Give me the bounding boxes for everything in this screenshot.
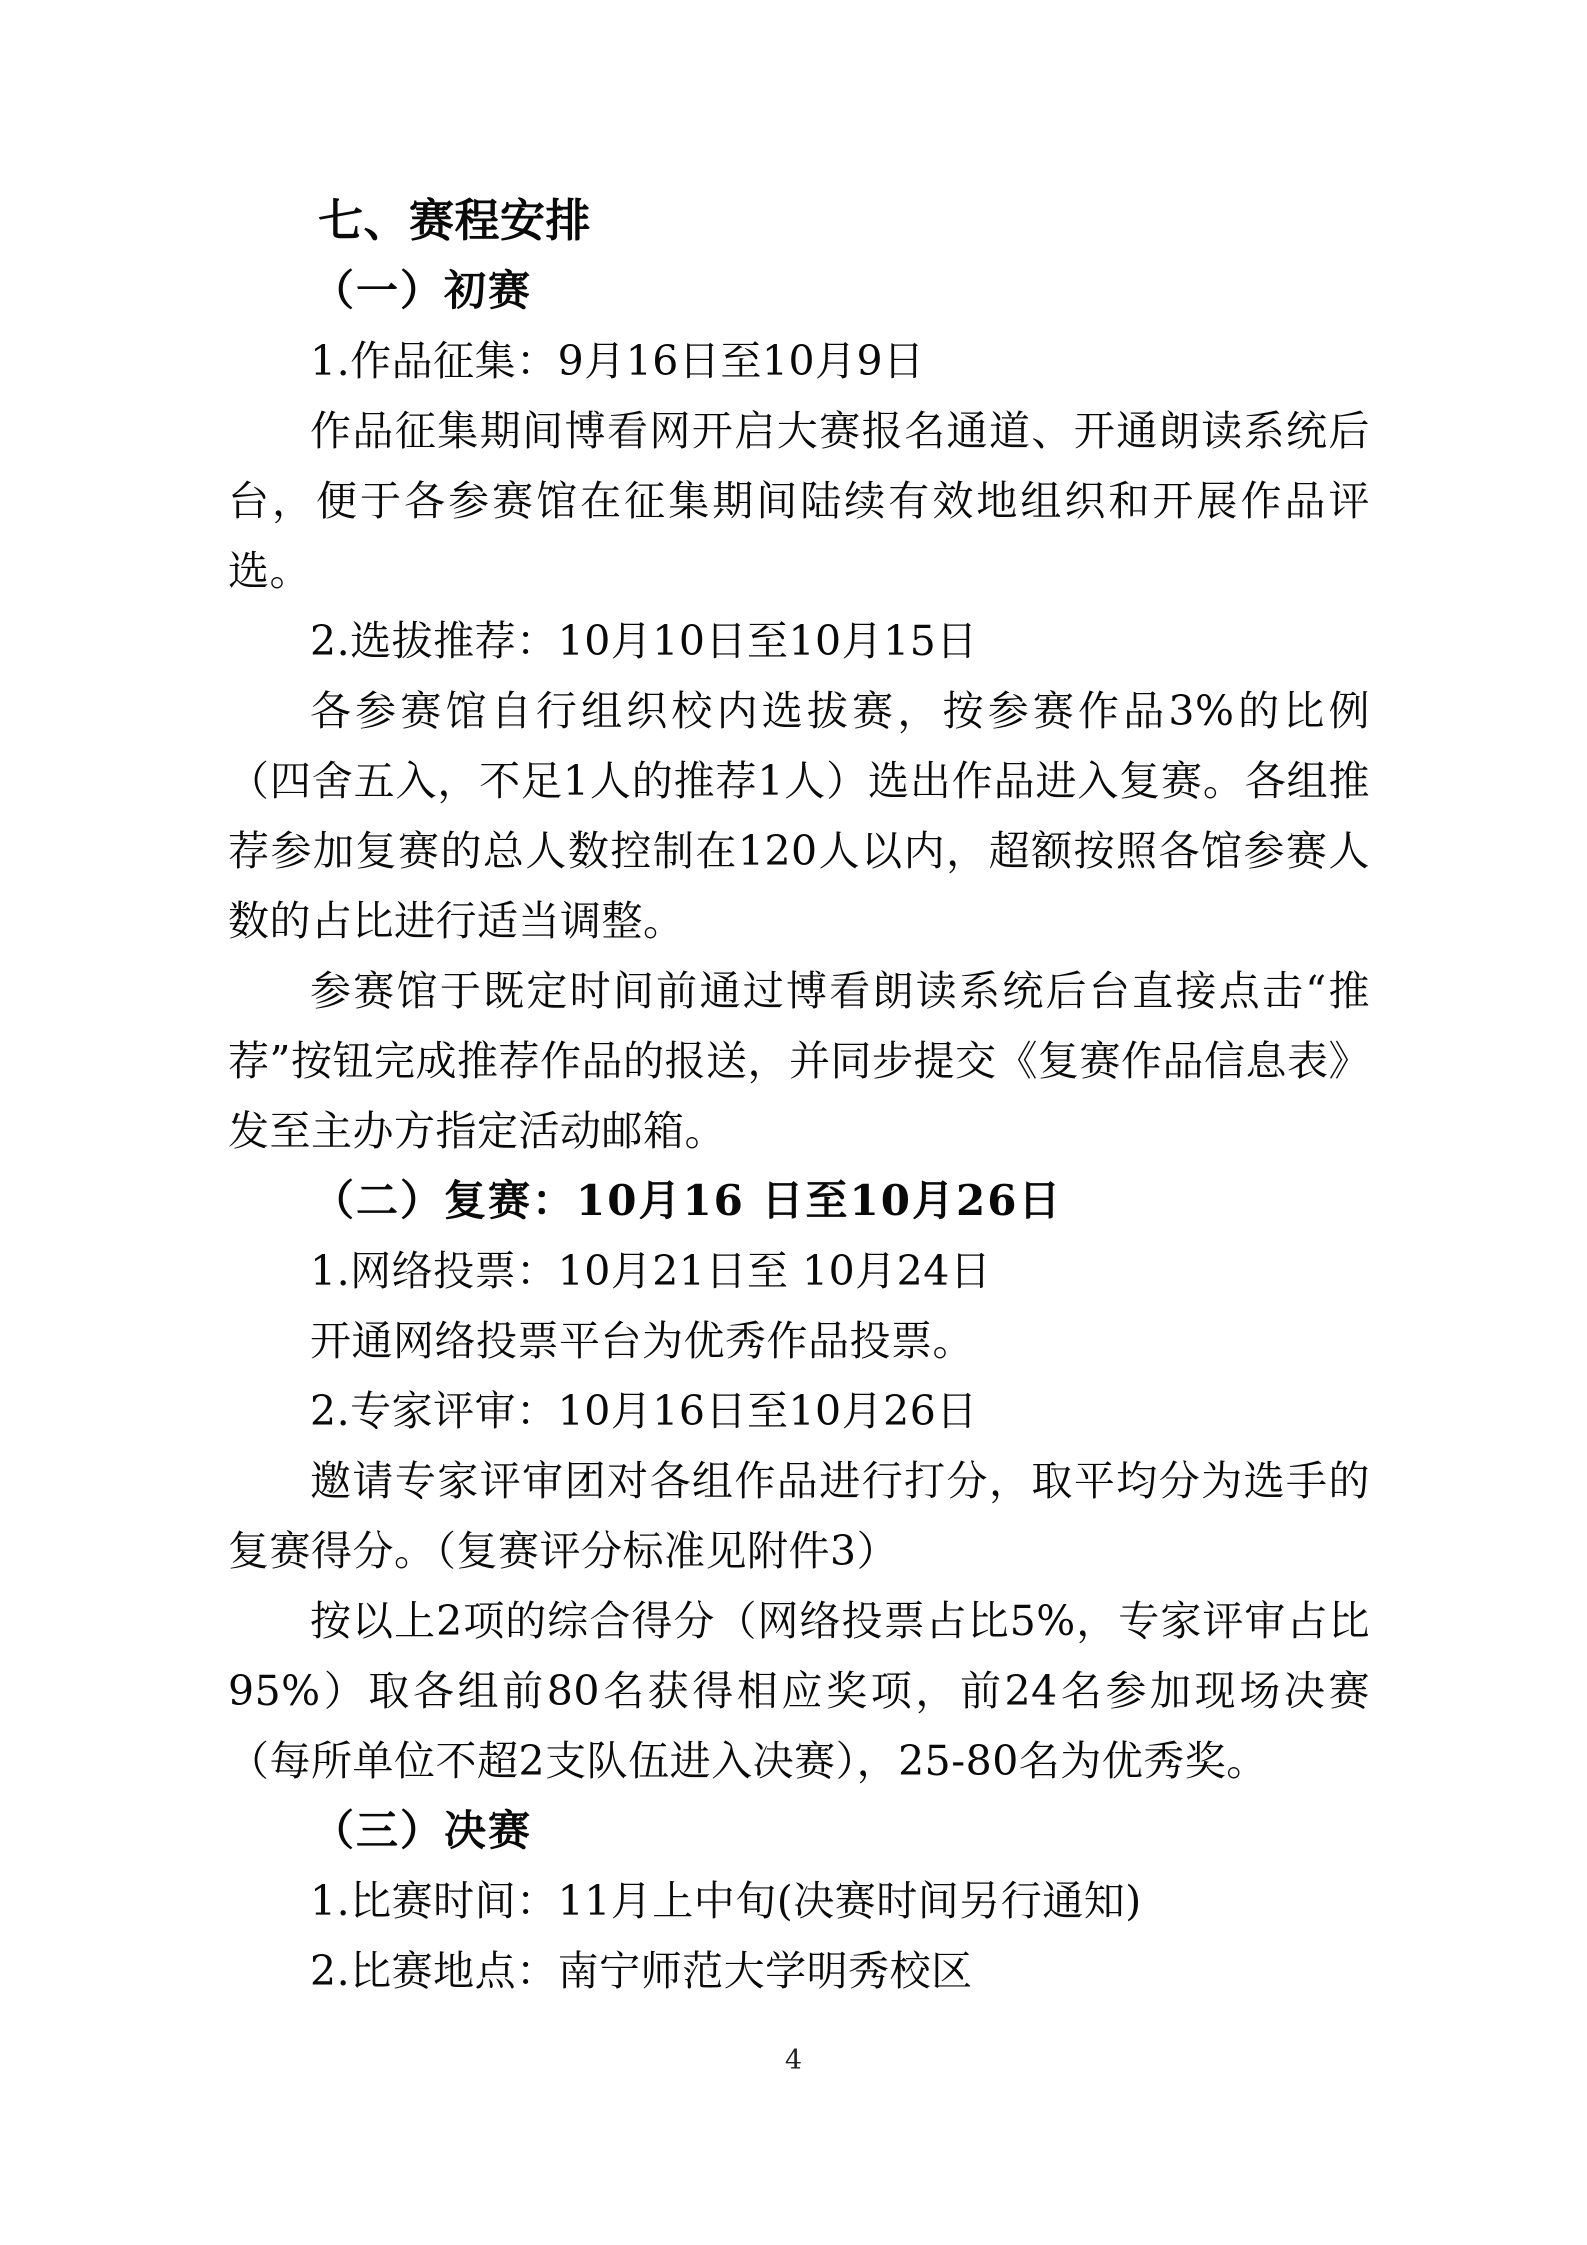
- subsection-heading: （三）决赛: [312, 1806, 533, 1855]
- paragraph: 开通网络投票平台为优秀作品投票。: [310, 1317, 974, 1365]
- subsection-heading: （二）复赛：10月16 日至10月26日: [312, 1176, 1063, 1225]
- section-heading: 七、赛程安排: [318, 194, 592, 247]
- document-content: [228, 186, 1370, 2006]
- paragraph: 作品征集期间博看网开启大赛报名通道、开通朗读系统后台，便于各参赛馆在征集期间陆续有效地组织和开展作品评选。: [228, 407, 1370, 595]
- paragraph: 1.作品征集：9月16日至10月9日: [310, 337, 925, 385]
- paragraph: 1.比赛时间：11月上中旬(决赛时间另行通知): [310, 1877, 1142, 1925]
- paragraph: 2.专家评审：10月16日至10月26日: [310, 1387, 978, 1435]
- paragraph: 1.网络投票：10月21日至 10月24日: [310, 1247, 992, 1295]
- paragraph: 各参赛馆自行组织校内选拔赛，按参赛作品3%的比例（四舍五入，不足1人的推荐1人）选出作品进入复赛。各组推荐参加复赛的总人数控制在120人以内，超额按照各馆参赛人数的占比进行适当调整。: [228, 687, 1370, 945]
- page-number: 4: [784, 2045, 803, 2076]
- paragraph: 邀请专家评审团对各组作品进行打分，取平均分为选手的复赛得分。（复赛评分标准见附件3）: [228, 1457, 1370, 1575]
- paragraph: 按以上2项的综合得分（网络投票占比5%，专家评审占比95%）取各组前80名获得相应奖项，前24名参加现场决赛（每所单位不超2支队伍进入决赛），25-80名为优秀奖。: [228, 1597, 1370, 1785]
- paragraph: 参赛馆于既定时间前通过博看朗读系统后台直接点击“推荐”按钮完成推荐作品的报送，并同步提交《复赛作品信息表》发至主办方指定活动邮箱。: [228, 967, 1370, 1155]
- subsection-heading: （一）初赛: [312, 266, 533, 315]
- paragraph: 2.选拔推荐：10月10日至10月15日: [310, 617, 978, 665]
- paragraph: 2.比赛地点：南宁师范大学明秀校区: [310, 1947, 973, 1995]
